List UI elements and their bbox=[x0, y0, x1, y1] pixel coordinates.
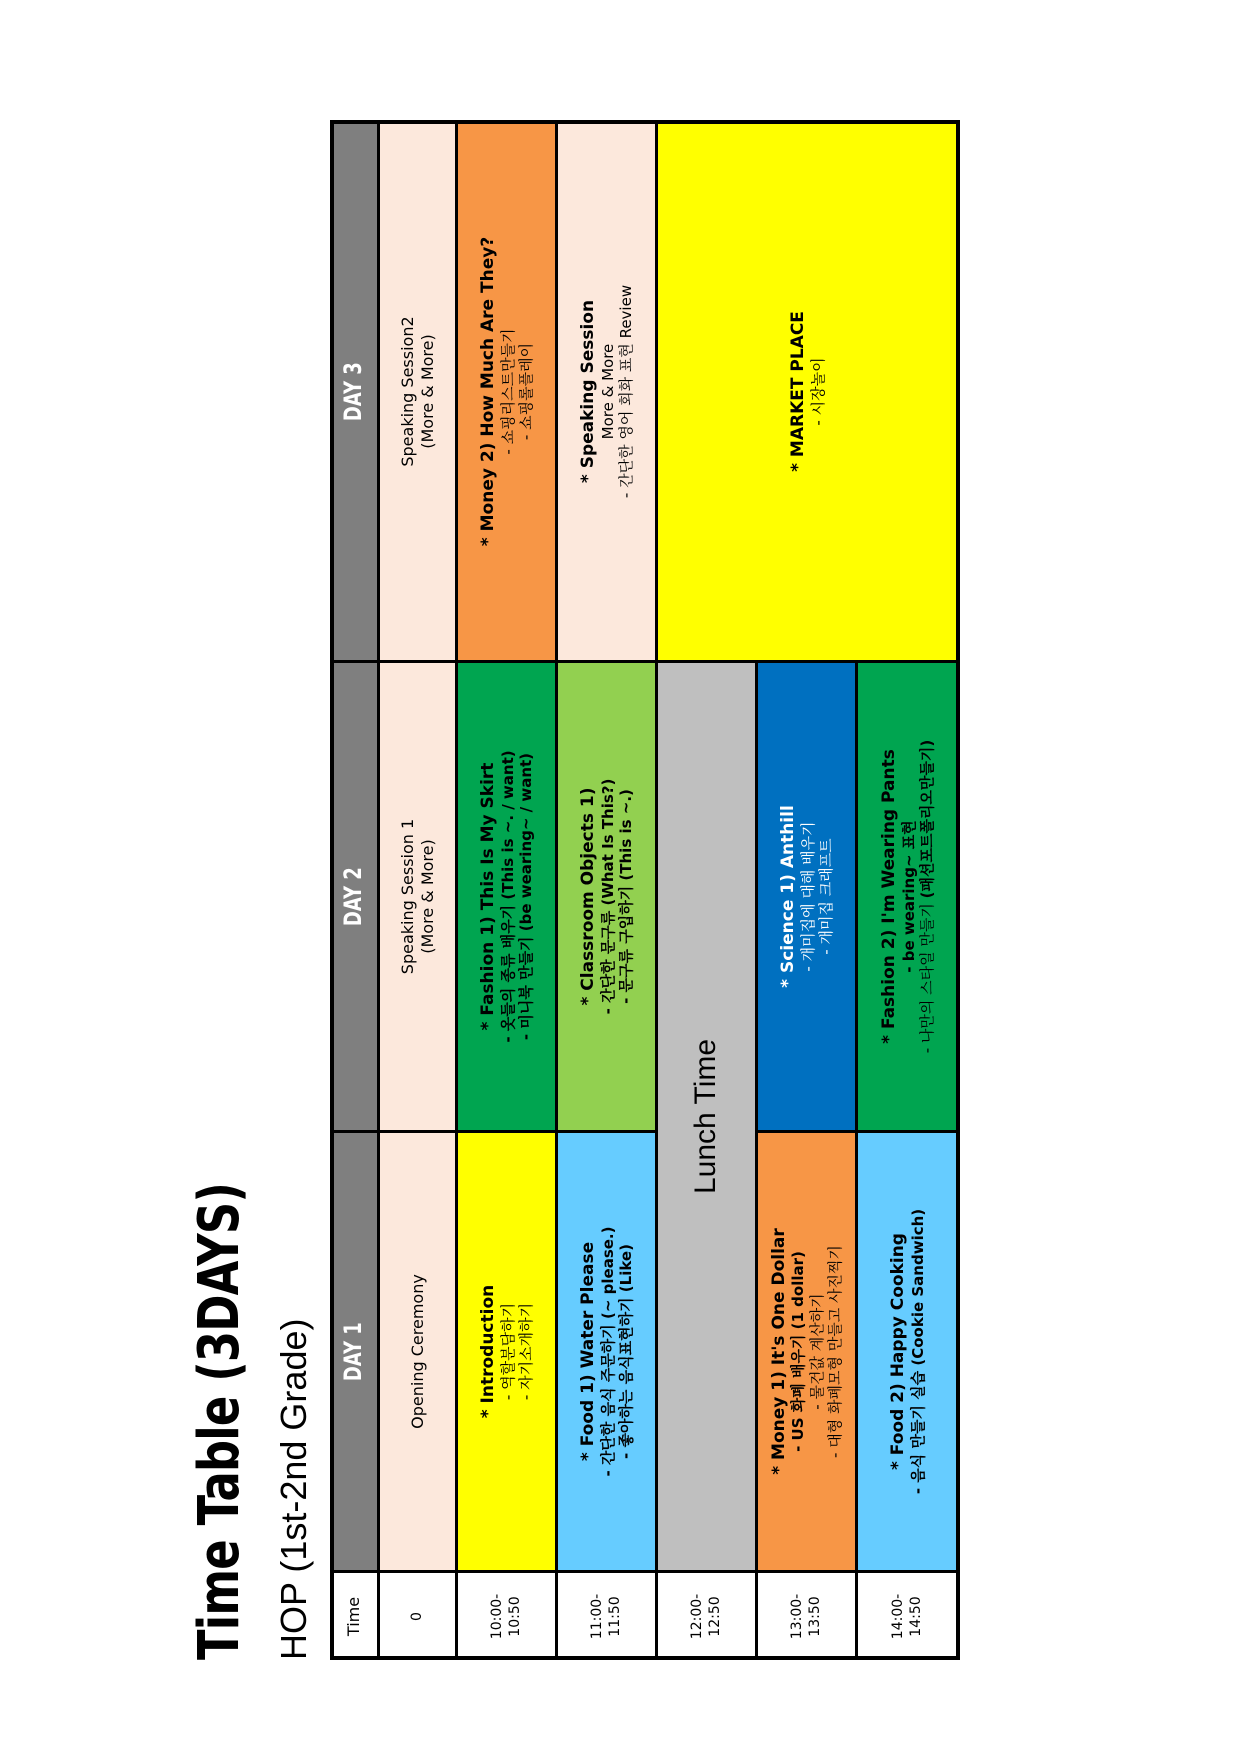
money1-title: * Money 1) It's One Dollar bbox=[768, 1228, 789, 1475]
lunch-time bbox=[658, 660, 758, 1570]
intro-line1: - 역할분담하기 bbox=[498, 1302, 517, 1401]
day2-header bbox=[330, 660, 380, 1130]
day1-food1 bbox=[558, 1130, 658, 1570]
day1-opening bbox=[380, 1130, 458, 1570]
money2-line1: - 쇼핑리스트만들기 bbox=[498, 328, 517, 455]
time-label: 11:00-11:50 bbox=[589, 1593, 623, 1640]
speaking-line1: More & More bbox=[598, 343, 617, 440]
speaking-title: * Speaking Session bbox=[577, 299, 598, 484]
food1-line2: - 좋아하는 음식표현하기 (Like) bbox=[616, 1244, 635, 1459]
food2-title: * Food 2) Happy Cooking bbox=[887, 1233, 908, 1470]
intro-title: * Introduction bbox=[477, 1284, 498, 1419]
time-header bbox=[330, 1570, 380, 1660]
fashion2-line1: - be wearing~ 표현 bbox=[899, 820, 918, 973]
money1-line1: - US 화폐 배우기 (1 dollar) bbox=[789, 1251, 808, 1452]
food1-title: * Food 1) Water Please bbox=[577, 1241, 598, 1462]
time-label: 14:00-14:50 bbox=[890, 1593, 924, 1640]
speaking-line2: - 간단한 영어 회화 표현 Review bbox=[616, 284, 635, 499]
time-cell bbox=[380, 1570, 458, 1660]
day3-speaking2 bbox=[380, 120, 458, 660]
money1-line2: - 물건값 계산하기 bbox=[807, 1293, 826, 1410]
day2-speaking-sub: (More & More) bbox=[417, 839, 437, 954]
day1-header-label: DAY 1 bbox=[338, 1322, 367, 1381]
fashion2-title: * Fashion 2) I'm Wearing Pants bbox=[878, 749, 899, 1044]
time-cell bbox=[758, 1570, 858, 1660]
day3-money2 bbox=[458, 120, 558, 660]
time-cell bbox=[658, 1570, 758, 1660]
timetable bbox=[330, 120, 960, 1660]
money2-line2: - 쇼핑롤플레이 bbox=[516, 342, 535, 441]
day1-money1 bbox=[758, 1130, 858, 1570]
day1-opening-label: Opening Ceremony bbox=[407, 1274, 427, 1429]
classroom-title: * Classroom Objects 1) bbox=[577, 787, 598, 1006]
time-cell bbox=[858, 1570, 960, 1660]
day2-header-label: DAY 2 bbox=[338, 867, 367, 926]
time-label: 13:00-13:50 bbox=[789, 1593, 823, 1640]
timetable-page bbox=[187, 80, 1060, 1710]
lunch-label: Lunch Time bbox=[689, 1038, 723, 1195]
day2-fashion1 bbox=[458, 660, 558, 1130]
fashion1-line2: - 미니북 만들기 (be wearing~ / want) bbox=[516, 752, 535, 1041]
day2-speaking bbox=[380, 660, 458, 1130]
day3-speaking2-title: Speaking Session2 bbox=[397, 316, 417, 467]
market-title: * MARKET PLACE bbox=[787, 311, 808, 472]
science1-line1: - 개미집에 대해 배우기 bbox=[798, 821, 817, 972]
classroom-line2: - 문구류 구입하기 (This is ~.) bbox=[616, 789, 635, 1004]
fashion2-line2-text: - 나만의 스타일 만들기 bbox=[917, 898, 936, 1054]
time-label: 10:00-10:50 bbox=[489, 1593, 523, 1640]
time-label: 12:00-12:50 bbox=[689, 1593, 723, 1640]
market-line1: - 시장놀이 bbox=[808, 357, 827, 426]
day3-speaking2-sub: (More & More) bbox=[417, 334, 437, 449]
classroom-line1: - 간단한 문구류 (What Is This?) bbox=[598, 778, 617, 1015]
money2-title: * Money 2) How Much Are They? bbox=[477, 236, 498, 547]
page-subtitle: HOP (1st-2nd Grade) bbox=[273, 1318, 314, 1660]
food2-line1: - 음식 만들기 실습 (Cookie Sandwich) bbox=[908, 1208, 927, 1495]
money1-line3: - 대형 화폐모형 만들고 사진찍기 bbox=[826, 1245, 845, 1458]
food1-line1: - 간단한 음식 주문하기 (~ please.) bbox=[598, 1226, 617, 1477]
time-cell bbox=[458, 1570, 558, 1660]
time-label: 0 bbox=[408, 1612, 425, 1621]
day3-header bbox=[330, 120, 380, 660]
intro-line2: - 자기소개하기 bbox=[516, 1302, 535, 1401]
fashion2-line2-bold: (패션포트폴리오만들기) bbox=[917, 739, 936, 899]
day1-header bbox=[330, 1130, 380, 1570]
day2-science1 bbox=[758, 660, 858, 1130]
day3-market bbox=[658, 120, 960, 660]
fashion2-line2 bbox=[918, 740, 936, 1054]
day2-classroom bbox=[558, 660, 658, 1130]
day1-food2 bbox=[858, 1130, 960, 1570]
time-cell bbox=[558, 1570, 658, 1660]
page-title: Time Table (3DAYS) bbox=[187, 1183, 252, 1660]
day2-fashion2 bbox=[858, 660, 960, 1130]
day1-introduction bbox=[458, 1130, 558, 1570]
time-header-label: Time bbox=[343, 1596, 363, 1637]
science1-title: * Science 1) Anthill bbox=[777, 805, 798, 988]
fashion1-line1: - 옷들의 종류 배우기 (This is ~. / want) bbox=[498, 750, 517, 1043]
day2-speaking-title: Speaking Session 1 bbox=[397, 818, 417, 975]
day3-header-label: DAY 3 bbox=[338, 362, 367, 421]
science1-line2: - 개미집 크래프트 bbox=[816, 838, 835, 955]
day3-speaking bbox=[558, 120, 658, 660]
fashion1-title: * Fashion 1) This Is My Skirt bbox=[477, 762, 498, 1031]
